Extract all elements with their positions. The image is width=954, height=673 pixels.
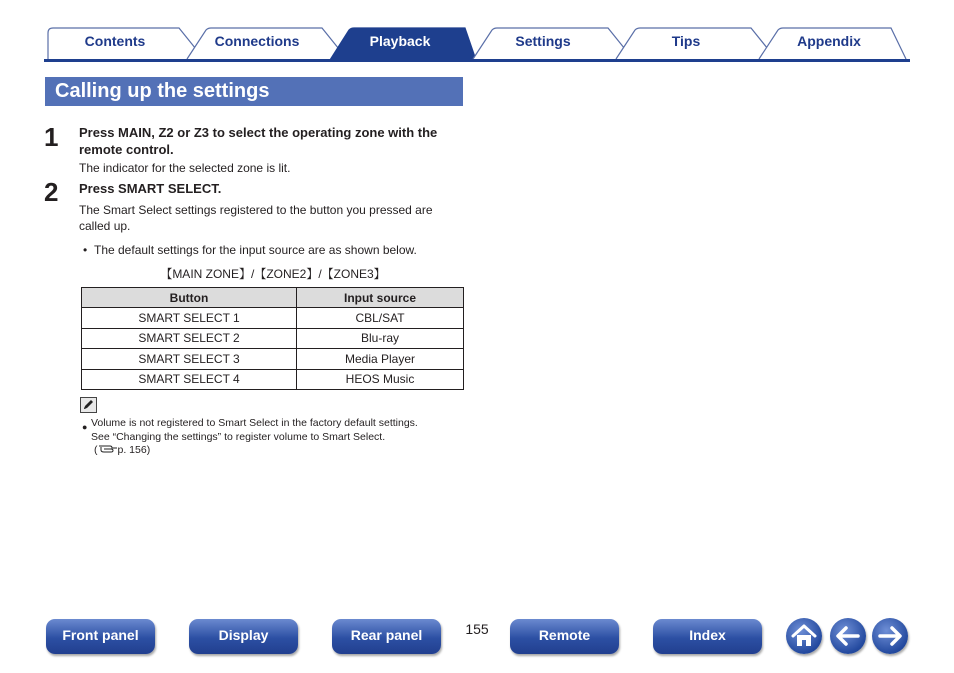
tab-contents[interactable]: Contents <box>84 33 146 49</box>
tab-playback[interactable]: Playback <box>369 33 431 49</box>
step-2-number: 2 <box>44 177 59 207</box>
step-1-number: 1 <box>44 122 59 152</box>
table-row <box>82 308 464 329</box>
step-1-body: The indicator for the selected zone is lit. <box>79 161 291 175</box>
step-2-bullet: The default settings for the input source are as shown below. <box>94 243 417 257</box>
note-reference[interactable]: ( p. 156) <box>94 444 151 456</box>
tab-baseline <box>44 59 910 62</box>
note-line-1: Volume is not registered to Smart Select in the factory default settings. <box>91 417 418 429</box>
table-header-row <box>82 288 464 308</box>
tab-appendix[interactable]: Appendix <box>797 33 861 49</box>
pointing-hand-icon <box>98 443 118 454</box>
step-2-body: The Smart Select settings registered to the button you pressed are called up. <box>79 203 433 233</box>
note-line-2: See “Changing the settings” to register volume to Smart Select. <box>91 431 386 443</box>
home-icon <box>786 618 822 654</box>
forward-button[interactable] <box>872 618 908 654</box>
forward-arrow-icon <box>872 618 908 654</box>
column-header-button: Button <box>82 288 297 308</box>
front-panel-button[interactable]: Front panel <box>46 619 155 654</box>
top-tab-bar <box>44 27 910 61</box>
note-page-ref: p. 156 <box>117 444 147 456</box>
column-header-input-source: Input source <box>297 288 464 308</box>
back-button[interactable] <box>830 618 866 654</box>
bullet-dot: • <box>83 243 88 257</box>
table-cell: SMART SELECT 2 <box>82 328 297 349</box>
table-row <box>82 328 464 349</box>
table-caption: 【MAIN ZONE】/【ZONE2】/【ZONE3】 <box>160 267 386 281</box>
smart-select-table <box>81 287 464 390</box>
index-button[interactable]: Index <box>653 619 762 654</box>
table-cell: CBL/SAT <box>297 308 464 329</box>
tab-connections[interactable]: Connections <box>214 33 300 49</box>
note-bullet-dot: ● <box>82 422 88 432</box>
table-cell: HEOS Music <box>297 369 464 390</box>
step-1-title: Press MAIN, Z2 or Z3 to select the operating zone with the remote control. <box>79 125 438 157</box>
step-2-title: Press SMART SELECT. <box>79 181 222 196</box>
home-button[interactable] <box>786 618 822 654</box>
section-heading <box>45 77 463 106</box>
table-row <box>82 349 464 370</box>
tab-settings[interactable]: Settings <box>515 33 571 49</box>
table-cell: Blu-ray <box>297 328 464 349</box>
table-cell: SMART SELECT 4 <box>82 369 297 390</box>
back-arrow-icon <box>830 618 866 654</box>
table-cell: SMART SELECT 3 <box>82 349 297 370</box>
rear-panel-button[interactable]: Rear panel <box>332 619 441 654</box>
remote-button[interactable]: Remote <box>510 619 619 654</box>
pencil-note-icon <box>80 397 97 413</box>
page-number: 155 <box>465 621 489 637</box>
tab-tips[interactable]: Tips <box>671 33 701 49</box>
table-cell: SMART SELECT 1 <box>82 308 297 329</box>
table-cell: Media Player <box>297 349 464 370</box>
page-title: Calling up the settings <box>55 80 270 102</box>
display-button[interactable]: Display <box>189 619 298 654</box>
table-row <box>82 369 464 390</box>
